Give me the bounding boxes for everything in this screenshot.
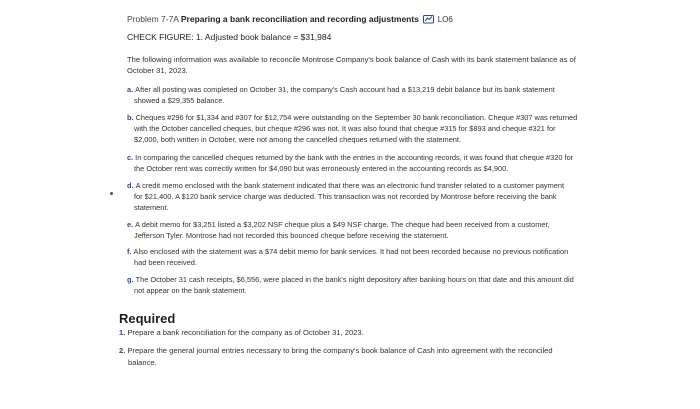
required-item-2 <box>119 345 599 368</box>
problem-label: Problem 7-7A <box>127 14 179 24</box>
list-item-d <box>127 180 607 214</box>
list-item-b <box>127 112 607 146</box>
item-label: g. <box>127 275 134 284</box>
item-label: b. <box>127 113 134 122</box>
item-label: f. <box>127 247 132 256</box>
required-text: Prepare a bank reconciliation for the company as of October 31, 2023. <box>127 328 364 337</box>
item-text: the October rent was correctly written for $4,090 but was erroneously entered in the accounting records as $4,900. <box>134 164 509 174</box>
item-label: d. <box>127 181 134 190</box>
item-text: not appear on the bank statement. <box>134 286 247 296</box>
item-text: Cheques #296 for $1,334 and #307 for $12,754 were outstanding on the September 30 bank reconciliation. Cheque #307 was returned <box>135 113 578 122</box>
list-item-c <box>127 152 607 174</box>
required-number: 1. <box>119 328 126 337</box>
required-text: Prepare the general journal entries necessary to bring the company's book balance of Cash into agreement with the reconciled <box>127 346 553 355</box>
item-text: A debit memo for $3,251 listed a $3,202 NSF cheque plus a $49 NSF charge. The cheque had been received from a customer, <box>135 220 550 229</box>
required-heading: Required <box>119 311 176 326</box>
item-text: showed a $29,355 balance. <box>134 96 225 106</box>
lo-label: LO6 <box>437 15 453 24</box>
required-text: balance. <box>128 357 157 367</box>
required-number: 2. <box>119 346 126 355</box>
bullet-dot <box>110 192 113 195</box>
item-text: After all posting was completed on October 31, the company's Cash account had a $13,219 debit balance but its bank statement <box>135 85 555 94</box>
item-text: had been received. <box>134 258 197 268</box>
item-text: Jefferson Tyler. Montrose had not recorded this bounced cheque before receiving the statement. <box>134 231 449 241</box>
item-text: A credit memo enclosed with the bank statement indicated that there was an electronic fund transfer related to a customer payment <box>135 181 565 190</box>
item-label: a. <box>127 85 134 94</box>
required-item-1 <box>119 327 599 339</box>
intro-paragraph: The following information was available to reconcile Montrose Company's book balance of Cash with its bank statement balance as of October 31, 2023. <box>127 55 576 75</box>
item-label: c. <box>127 153 134 162</box>
problem-heading: Preparing a bank reconciliation and recording adjustments <box>180 14 419 24</box>
list-item-f <box>127 246 607 268</box>
learning-objective-icon <box>423 14 434 27</box>
item-text: The October 31 cash receipts, $6,556, were placed in the bank's night depository after banking hours on that date and this amount did <box>135 275 574 284</box>
list-item-g <box>127 274 607 296</box>
problem-title <box>127 13 453 27</box>
item-text: In comparing the cancelled cheques returned by the bank with the entries in the accounting records, it was found that cheque #320 for <box>135 153 574 162</box>
item-text: Also enclosed with the statement was a $74 debit memo for bank services. It had not been recorded because no previous notification <box>133 247 569 256</box>
list-item-e <box>127 219 607 241</box>
item-text: statement. <box>134 203 169 213</box>
item-text: $2,000, both written in October, were not among the cancelled cheques returned with the statement. <box>134 135 462 145</box>
list-item-a <box>127 84 607 106</box>
item-label: e. <box>127 220 134 229</box>
item-text: with the October cancelled cheques, but cheque #296 was not. It was also found that cheque #315 for $893 and cheque #321 for <box>134 124 556 134</box>
item-text: for $21,400. A $120 bank service charge was deducted. This transaction was not recorded by Montrose before receiving the bank <box>134 192 557 202</box>
check-figure: CHECK FIGURE: 1. Adjusted book balance = $31,984 <box>127 32 332 42</box>
